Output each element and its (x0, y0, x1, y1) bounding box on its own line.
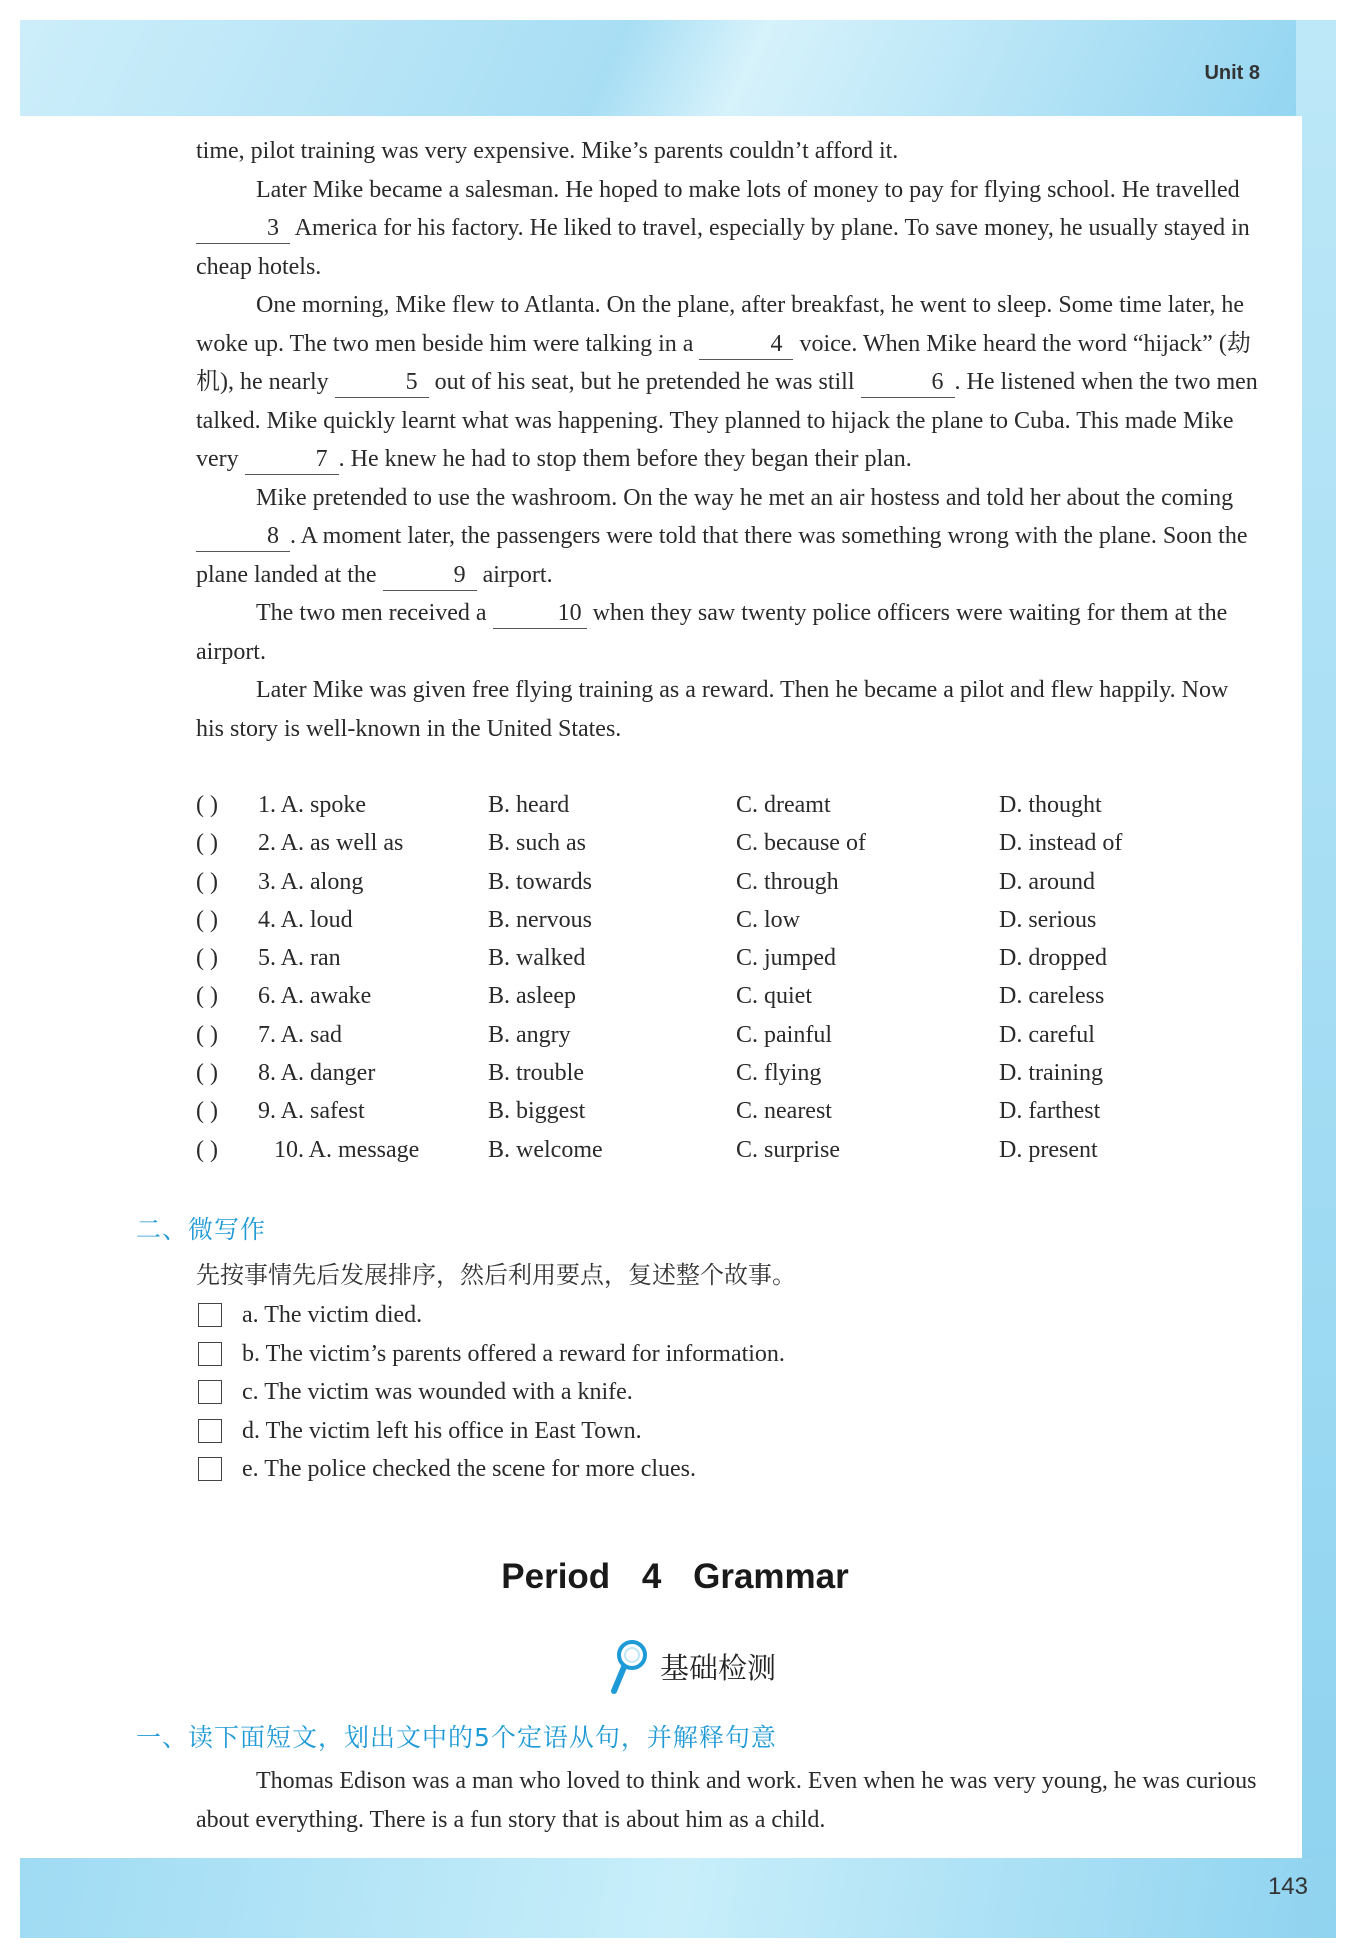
passage-paragraph-1: time, pilot training was very expensive. Mike’s parents couldn’t afford it. (196, 138, 899, 164)
checkbox[interactable] (198, 1419, 222, 1443)
option-d: D. training (999, 1060, 1103, 1087)
unit-label: Unit 8 (1204, 62, 1260, 84)
answer-paren[interactable]: ( ) (196, 945, 218, 972)
option-row-3 (196, 863, 1262, 901)
blank-8[interactable]: 8 (196, 521, 290, 552)
option-a: 1. A. spoke (258, 792, 366, 818)
section-heading-attributive-clause: 一、读下面短文，划出文中的5个定语从句，并解释句意 (136, 1723, 777, 1752)
option-c: C. painful (736, 1021, 832, 1048)
answer-paren[interactable]: ( ) (196, 1060, 218, 1087)
blank-10[interactable]: 10 (493, 598, 587, 629)
basic-check-label: 基础检测 (660, 1650, 777, 1685)
option-c: C. nearest (736, 1098, 832, 1125)
page-number: 143 (1267, 1873, 1308, 1900)
blank-4[interactable]: 4 (699, 329, 793, 360)
option-row-4 (196, 901, 1262, 939)
option-c: C. low (736, 906, 801, 933)
checklist-item: e. The police checked the scene for more clues. (198, 1450, 785, 1489)
option-a: 10. A. message (274, 1136, 420, 1163)
option-row-8 (196, 1054, 1262, 1092)
option-d: D. instead of (999, 830, 1123, 857)
blank-3[interactable]: 3 (196, 213, 290, 244)
option-row-9 (196, 1092, 1262, 1130)
option-a: 3. A. along (258, 868, 364, 895)
basic-check-heading (610, 1638, 776, 1694)
option-row-7 (196, 1016, 1262, 1054)
answer-paren[interactable]: ( ) (196, 1136, 218, 1163)
option-a: 2. A. as well as (258, 830, 404, 857)
top-banner (20, 20, 1336, 116)
blank-7[interactable]: 7 (245, 444, 339, 475)
option-a: 4. A. loud (258, 906, 353, 933)
checklist-item: a. The victim died. (198, 1296, 785, 1335)
edison-passage (196, 1762, 1262, 1839)
option-b: B. trouble (488, 1060, 584, 1087)
answer-paren[interactable]: ( ) (196, 792, 218, 818)
magnifier-icon (610, 1638, 650, 1694)
option-b: B. such as (488, 830, 586, 857)
option-d: D. careless (999, 983, 1105, 1010)
option-a: 9. A. safest (258, 1098, 365, 1125)
answer-paren[interactable]: ( ) (196, 983, 218, 1010)
answer-paren[interactable]: ( ) (196, 906, 218, 933)
cloze-passage (196, 132, 1262, 748)
option-a: 8. A. danger (258, 1060, 376, 1087)
passage-paragraph-5: The two men received a 10 when they saw twenty police officers were waiting for them at the airport. (196, 600, 1228, 665)
answer-paren[interactable]: ( ) (196, 868, 218, 895)
section-heading-micro-writing: 二、微写作 (136, 1215, 267, 1244)
micro-writing-instruction: 先按事情先后发展排序，然后利用要点，复述整个故事。 (196, 1261, 796, 1289)
blank-9[interactable]: 9 (383, 560, 477, 591)
checklist-item: d. The victim left his office in East Town. (198, 1412, 785, 1451)
answer-paren[interactable]: ( ) (196, 1021, 218, 1048)
option-a: 5. A. ran (258, 945, 341, 972)
option-c: C. jumped (736, 945, 836, 972)
option-d: D. around (999, 868, 1095, 895)
edison-paragraph: Thomas Edison was a man who loved to think and work. Even when he was very young, he was curious about everything. There is a fun story that is about him as a child. (196, 1768, 1257, 1833)
answer-paren[interactable]: ( ) (196, 830, 218, 857)
option-b: B. heard (488, 792, 570, 818)
option-c: C. because of (736, 830, 866, 857)
option-d: D. thought (999, 792, 1102, 818)
option-row-5 (196, 939, 1262, 977)
option-b: B. walked (488, 945, 586, 972)
option-d: D. dropped (999, 945, 1107, 972)
passage-paragraph-2: Later Mike became a salesman. He hoped to make lots of money to pay for flying school. He travelled 3 America for his factory. He liked to travel, especially by plane. To save money, he usually stayed in cheap hotels. (196, 176, 1250, 280)
checkbox[interactable] (198, 1303, 222, 1327)
option-c: C. quiet (736, 983, 812, 1010)
checkbox[interactable] (198, 1380, 222, 1404)
option-b: B. welcome (488, 1136, 603, 1163)
sorting-checklist (198, 1296, 785, 1489)
option-c: C. dreamt (736, 792, 831, 818)
option-b: B. biggest (488, 1098, 586, 1125)
period-title: Period 4 Grammar (501, 1557, 849, 1596)
bottom-banner (20, 1858, 1336, 1938)
passage-paragraph-3: One morning, Mike flew to Atlanta. On the plane, after breakfast, he went to sleep. Some time later, he woke up. The two men beside him were talking in a 4 voice. When Mike heard the word “hijack” (劫机), he nearly 5 out of his seat, but he pretended he was still 6 . He listened when the two men talked. Mike quickly learnt what was happening. They planned to hijack the plane to Cuba. This made Mike very 7 . He knew he had to stop them before they began their plan. (196, 286, 1262, 479)
option-row-6 (196, 977, 1262, 1015)
blank-5[interactable]: 5 (335, 367, 429, 398)
option-b: B. asleep (488, 983, 576, 1010)
option-b: B. angry (488, 1021, 571, 1048)
options-table (196, 786, 1262, 1169)
option-d: D. present (999, 1136, 1098, 1163)
answer-paren[interactable]: ( ) (196, 1098, 218, 1125)
option-c: C. flying (736, 1060, 822, 1087)
option-d: D. careful (999, 1021, 1095, 1048)
checklist-item: c. The victim was wounded with a knife. (198, 1373, 785, 1412)
option-a: 7. A. sad (258, 1021, 342, 1048)
passage-paragraph-4: Mike pretended to use the washroom. On the way he met an air hostess and told her about the coming 8 . A moment later, the passengers were told that there was something wrong with the plane. Soon the plane landed at the 9 airport. (196, 479, 1262, 595)
option-b: B. nervous (488, 906, 592, 933)
option-c: C. surprise (736, 1136, 840, 1163)
option-row-2 (196, 824, 1262, 862)
checkbox[interactable] (198, 1457, 222, 1481)
checkbox[interactable] (198, 1342, 222, 1366)
option-d: D. serious (999, 906, 1097, 933)
option-row-1 (196, 786, 1262, 824)
option-c: C. through (736, 868, 839, 895)
blank-6[interactable]: 6 (861, 367, 955, 398)
option-row-10 (196, 1131, 1262, 1169)
checklist-item: b. The victim’s parents offered a reward for information. (198, 1335, 785, 1374)
option-b: B. towards (488, 868, 592, 895)
passage-paragraph-6: Later Mike was given free flying training as a reward. Then he became a pilot and flew happily. Now his story is well-known in the United States. (196, 677, 1229, 742)
option-a: 6. A. awake (258, 983, 372, 1010)
option-d: D. farthest (999, 1098, 1101, 1125)
